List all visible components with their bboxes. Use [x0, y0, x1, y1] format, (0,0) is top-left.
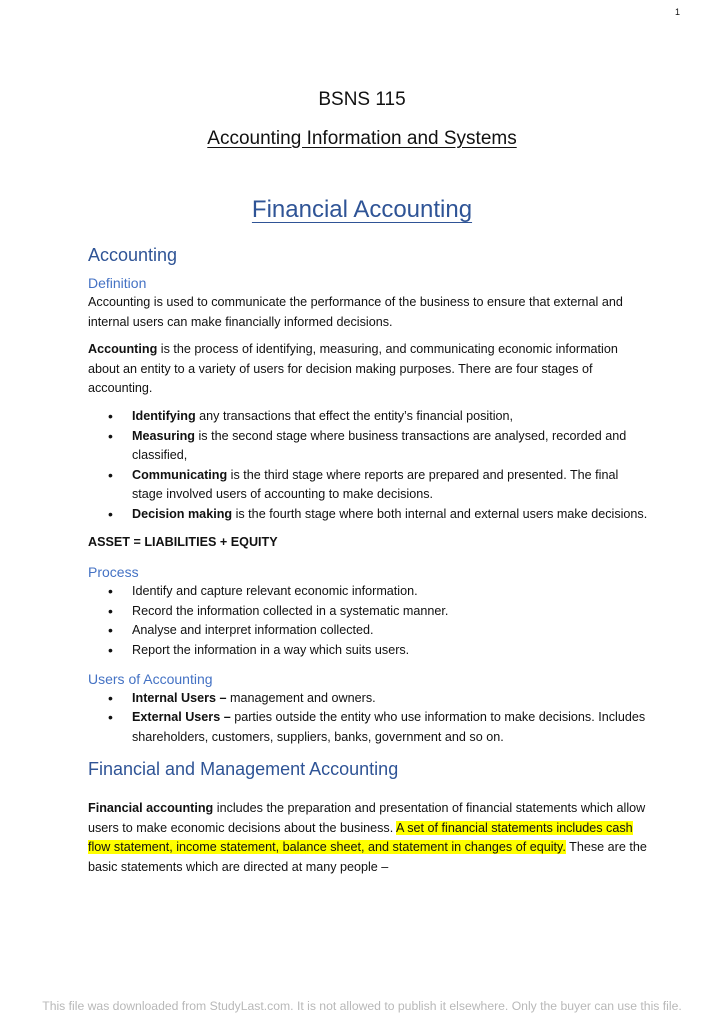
highlighted-text: A set of financial statements includes cash flow statement, income statement, balance sheet, and statement in changes of equity.: [88, 820, 633, 855]
user-term: Internal Users –: [132, 690, 227, 705]
stage-text: any transactions that effect the entity’s financial position,: [195, 408, 514, 423]
heading-definition: Definition: [88, 275, 147, 291]
list-item: • Report the information in a way which suits users.: [88, 641, 648, 661]
term-accounting: Accounting: [88, 342, 158, 357]
list-item: [88, 689, 648, 709]
course-title-text: Accounting Information and Systems: [207, 128, 517, 149]
stage-text: is the fourth stage where both internal and external users make decisions.: [232, 506, 648, 521]
paragraph-tail: These are the basic statements which are directed at many people –: [88, 840, 647, 875]
list-item: [88, 466, 648, 505]
stage-term: Decision making: [132, 506, 233, 521]
page-title-text: Financial Accounting: [251, 196, 473, 223]
heading-financial-management: Financial and Management Accounting: [88, 759, 399, 780]
term-financial-accounting: Financial accounting: [88, 801, 214, 816]
list-item: [88, 427, 648, 466]
download-watermark: This file was downloaded from StudyLast.com. It is not allowed to publish it elsewhere. Only the buyer can use this file.: [42, 999, 682, 1013]
heading-process: Process: [88, 564, 139, 581]
paragraph-text: includes the preparation and presentation of financial statements which allow users to make economic decisions about the business.: [88, 801, 646, 835]
document-body: [88, 243, 648, 886]
user-text: parties outside the entity who use information to make decisions. Includes shareholders, customers, suppliers, banks, government and so on.: [132, 710, 646, 744]
stages-list: [88, 407, 648, 525]
page-number: 1: [674, 7, 680, 17]
process-list: [88, 582, 648, 660]
list-item: • Identify and capture relevant economic information.: [88, 582, 648, 602]
list-item: • Analyse and interpret information collected.: [88, 621, 648, 641]
stage-term: Communicating: [132, 467, 228, 482]
stage-text: is the third stage where reports are prepared and presented. The final stage involved users of accounting to make decisions.: [132, 467, 619, 502]
list-item: • Record the information collected in a systematic manner.: [88, 602, 648, 622]
stage-term: Identifying: [132, 408, 196, 423]
list-item: [88, 708, 648, 747]
stage-term: Measuring: [132, 428, 195, 443]
user-term: External Users –: [132, 710, 231, 725]
list-item: [88, 407, 648, 427]
page-title: [0, 198, 724, 222]
heading-users: Users of Accounting: [88, 670, 213, 687]
definition-paragraph: Accounting is used to communicate the performance of the business to ensure that external and internal users can make financially informed decisions.: [88, 295, 623, 329]
user-text: management and owners.: [226, 690, 376, 705]
course-code: BSNS 115: [318, 89, 406, 110]
heading-accounting: Accounting: [88, 245, 178, 265]
accounting-paragraph: [88, 340, 648, 399]
list-item: [88, 505, 648, 525]
financial-accounting-paragraph: [88, 799, 648, 877]
accounting-equation: ASSET = LIABILITIES + EQUITY: [88, 534, 278, 549]
stage-text: is the second stage where business transactions are analysed, recorded and classified,: [132, 428, 627, 463]
accounting-paragraph-text: is the process of identifying, measuring, and communicating economic information about an entity to a variety of users for decision making purposes. There are four stages of accounting.: [88, 342, 618, 396]
course-title: [0, 129, 724, 148]
users-list: [88, 689, 648, 748]
